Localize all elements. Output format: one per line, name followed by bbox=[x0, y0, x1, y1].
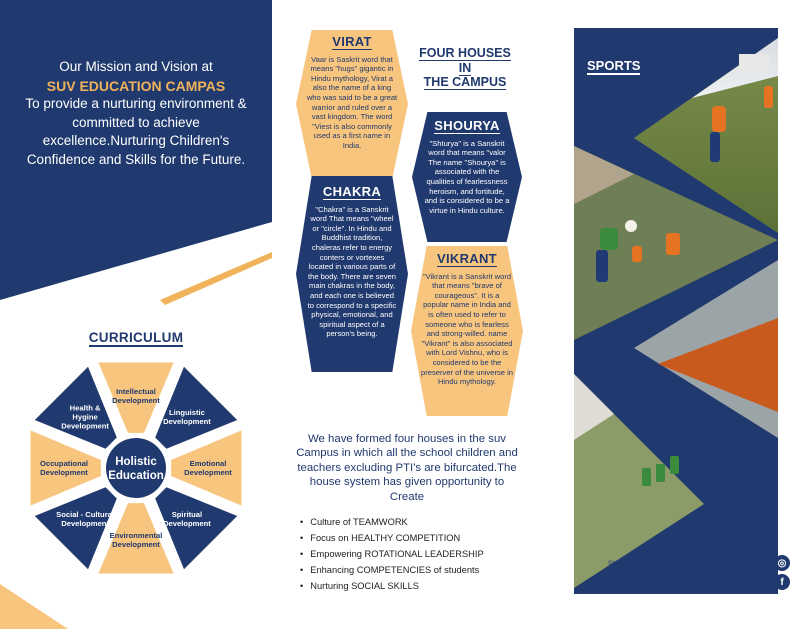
list-item: • Empowering ROTATIONAL LEADERSHIP bbox=[300, 546, 484, 562]
curriculum-segment-label: Intellectual Development bbox=[112, 387, 160, 405]
benefits-list bbox=[300, 514, 484, 594]
mission-intro: Our Mission and Vision at bbox=[59, 59, 213, 74]
house-chakra-title: CHAKRA bbox=[322, 184, 382, 199]
wheel-center-title: Holistic bbox=[115, 456, 157, 468]
house-virat bbox=[306, 34, 398, 151]
curriculum-segment-label: Emotional Development bbox=[184, 459, 232, 477]
curriculum-segment bbox=[155, 487, 237, 569]
house-shourya-title: SHOURYA bbox=[434, 118, 500, 133]
house-virat-text: Vaar is Saskrit word that means "hugs" gigantic in Hindu mythology, Virat a also the name of a king who was said to be a great warrior and ruled over a vast kingdom. The word "Viest is also commonly used as a first name in India. bbox=[306, 54, 398, 150]
house-chakra-text: "Chakra" is a Sanskrit word That means "wheel or "circle". In Hindu and Buddhist tradition, chaleras refer to energy conters or vortexes located in various parts of the body. There are seven main chakras in the body, and each one is believed to correspond to a specific physical, emotional, and spiritual aspect of a person's being. bbox=[307, 204, 397, 339]
house-virat-title: VIRAT bbox=[332, 34, 372, 49]
house-shourya-text: "Shturya" is a Sanskrit word that means "valor The name "Shourya" is associated with the qualities of fearlessness heroism, and fortitude, and is considered to be a virtue in Hindu culture. bbox=[424, 138, 510, 215]
facebook-page[interactable]: Satrawala Uma Vidyapith - suv bbox=[614, 577, 732, 587]
mission-body: To provide a nurturing environment & committed to achieve excellence.Nurturing Children's Confidence and Skills for the Future. bbox=[25, 96, 247, 167]
house-vikrant bbox=[421, 251, 514, 387]
curriculum-title: CURRICULUM bbox=[88, 330, 184, 345]
house-shourya bbox=[422, 118, 512, 215]
house-vikrant-text: "Vikrant is a Sanskrit word that means "brave of courageous". It is a popular name in India and is often used to refer to someone who is fearless and strong-willed. name "Vikrant" is also associated with Lord Vishnu, who is considered to be the preserver of the universe in Hindu mythology. bbox=[421, 271, 514, 387]
list-item: • Culture of TEAMWORK bbox=[300, 514, 484, 530]
mission-statement bbox=[20, 58, 252, 169]
list-item: • Focus on HEALTHY COMPETITION bbox=[300, 530, 484, 546]
curriculum-segment-label: Environmental Development bbox=[109, 531, 163, 549]
facebook-icon[interactable]: f bbox=[774, 574, 790, 590]
curriculum-segment-label: Linguistic Development bbox=[163, 408, 211, 427]
instagram-icon[interactable]: ◎ bbox=[774, 555, 790, 571]
list-item: • Nurturing SOCIAL SKILLS bbox=[300, 578, 484, 594]
house-chakra bbox=[307, 184, 397, 339]
curriculum-segment bbox=[35, 487, 117, 569]
campus-name: SUV EDUCATION CAMPAS bbox=[46, 77, 226, 94]
instagram-handle[interactable]: suv_education_campus_ bbox=[608, 557, 704, 567]
four-houses-heading: FOUR HOUSES IN THE CAMPUS bbox=[419, 46, 511, 89]
sports-photo-figures bbox=[574, 28, 778, 594]
curriculum-segment-label: Spiritual Development bbox=[163, 509, 211, 528]
house-system-description: We have formed four houses in the suv Campus in which all the school children and teachers excluding PTI's are bifurcated.The house system has given opportunity to Create bbox=[296, 433, 518, 503]
wheel-center-subtitle: Education bbox=[108, 470, 164, 482]
curriculum-segment-label: Occupational Development bbox=[39, 459, 89, 477]
curriculum-wheel bbox=[0, 352, 272, 584]
curriculum-segment-label: Health & Hygine Development bbox=[61, 403, 109, 431]
house-vikrant-title: VIKRANT bbox=[437, 251, 497, 266]
list-item: • Enhancing COMPETENCIES of students bbox=[300, 562, 484, 578]
curriculum-segment-label: Social - Cultural Development bbox=[56, 509, 114, 528]
wheel-center bbox=[106, 438, 166, 498]
sports-title: SPORTS bbox=[587, 58, 641, 73]
